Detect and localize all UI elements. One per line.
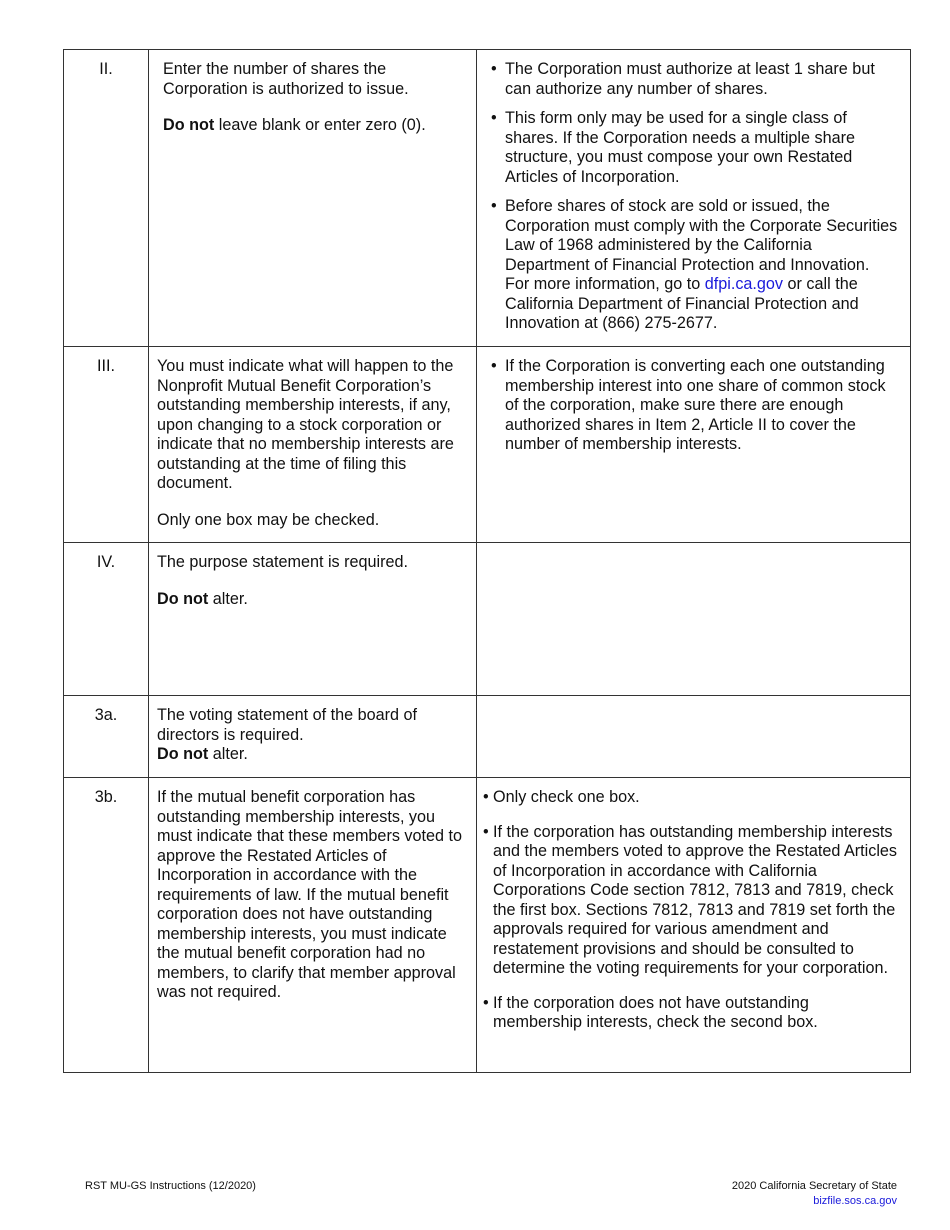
- instruction-text: Enter the number of shares the Corporation is authorized to issue.: [163, 60, 409, 98]
- list-item: • This form only may be used for a single class of shares. If the Corporation needs a multiple share structure, you must compose your own Restated Articles of Incorporation.: [489, 109, 898, 187]
- instruction-warning: Do not alter.: [157, 745, 248, 763]
- list-item: • If the corporation does not have outstanding membership interests, check the second box.: [483, 994, 898, 1033]
- item-instructions: [149, 543, 477, 696]
- website-link[interactable]: bizfile.sos.ca.gov: [813, 1195, 897, 1207]
- table-row: [64, 543, 911, 696]
- item-notes: [477, 696, 911, 778]
- list-item: • Before shares of stock are sold or issued, the Corporation must comply with the Corporate Securities Law of 1968 administered by the California Department of Financial Protection and Innovation. For more information, go to dfpi.ca.gov or call the California Department of Financial Protection and Innovation at (866) 275-2677.: [489, 197, 898, 334]
- table-row: [64, 778, 911, 1073]
- item-notes: [477, 778, 911, 1073]
- item-number: IV.: [64, 543, 149, 696]
- list-item: • Only check one box.: [483, 788, 898, 808]
- table-row: [64, 696, 911, 778]
- instruction-warning: Do not leave blank or enter zero (0).: [163, 116, 426, 134]
- item-instructions: [149, 696, 477, 778]
- item-notes: [477, 347, 911, 543]
- instruction-text: Only one box may be checked.: [157, 510, 380, 529]
- table-row: [64, 50, 911, 347]
- list-item: • If the corporation has outstanding membership interests and the members voted to approve the Restated Articles of Incorporation in accordance with California Corporations Code section 7812, 7813 and 7819, check the first box. Sections 7812, 7813 and 7819 set forth the approvals required for various amendment and restatement provisions and should be consulted to determine the voting requirements for your corporation.: [483, 823, 898, 979]
- table-row: [64, 347, 911, 543]
- list-item: • If the Corporation is converting each one outstanding membership interest into one share of common stock of the corporation, make sure there are enough authorized shares in Item 2, Article II to cover the number of membership interests.: [489, 357, 898, 455]
- item-instructions: [149, 778, 477, 1073]
- item-notes: [477, 543, 911, 696]
- instruction-text: You must indicate what will happen to the Nonprofit Mutual Benefit Corporation’s outstanding membership interests, if any, upon changing to a stock corporation or indicate that no membership interests are outstanding at the time of filing this document.: [157, 357, 454, 492]
- instruction-text: The voting statement of the board of directors is required.: [157, 706, 418, 744]
- dfpi-link[interactable]: dfpi.ca.gov: [704, 275, 784, 293]
- instructions-table: [63, 49, 911, 1073]
- list-item: • The Corporation must authorize at least 1 share but can authorize any number of shares.: [489, 60, 898, 99]
- item-number: 3b.: [64, 778, 149, 1073]
- item-instructions: [149, 50, 477, 347]
- instruction-text: The purpose statement is required.: [157, 553, 409, 571]
- copyright-text: 2020 California Secretary of State: [731, 1180, 897, 1192]
- instruction-warning: Do not alter.: [157, 589, 248, 608]
- item-instructions: [149, 347, 477, 543]
- item-number: III.: [64, 347, 149, 543]
- item-number: 3a.: [64, 696, 149, 778]
- instruction-text: If the mutual benefit corporation has outstanding membership interests, you must indicate that these members voted to approve the Restated Articles of Incorporation in accordance with the requirements of law. If the mutual benefit corporation does not have outstanding membership interests, you must indicate the mutual benefit corporation had no members, to clarify that member approval was not required.: [157, 788, 463, 1001]
- footer-credits: [732, 1179, 897, 1209]
- item-notes: [477, 50, 911, 347]
- item-number: II.: [64, 50, 149, 347]
- form-identifier: RST MU-GS Instructions (12/2020): [85, 1180, 256, 1192]
